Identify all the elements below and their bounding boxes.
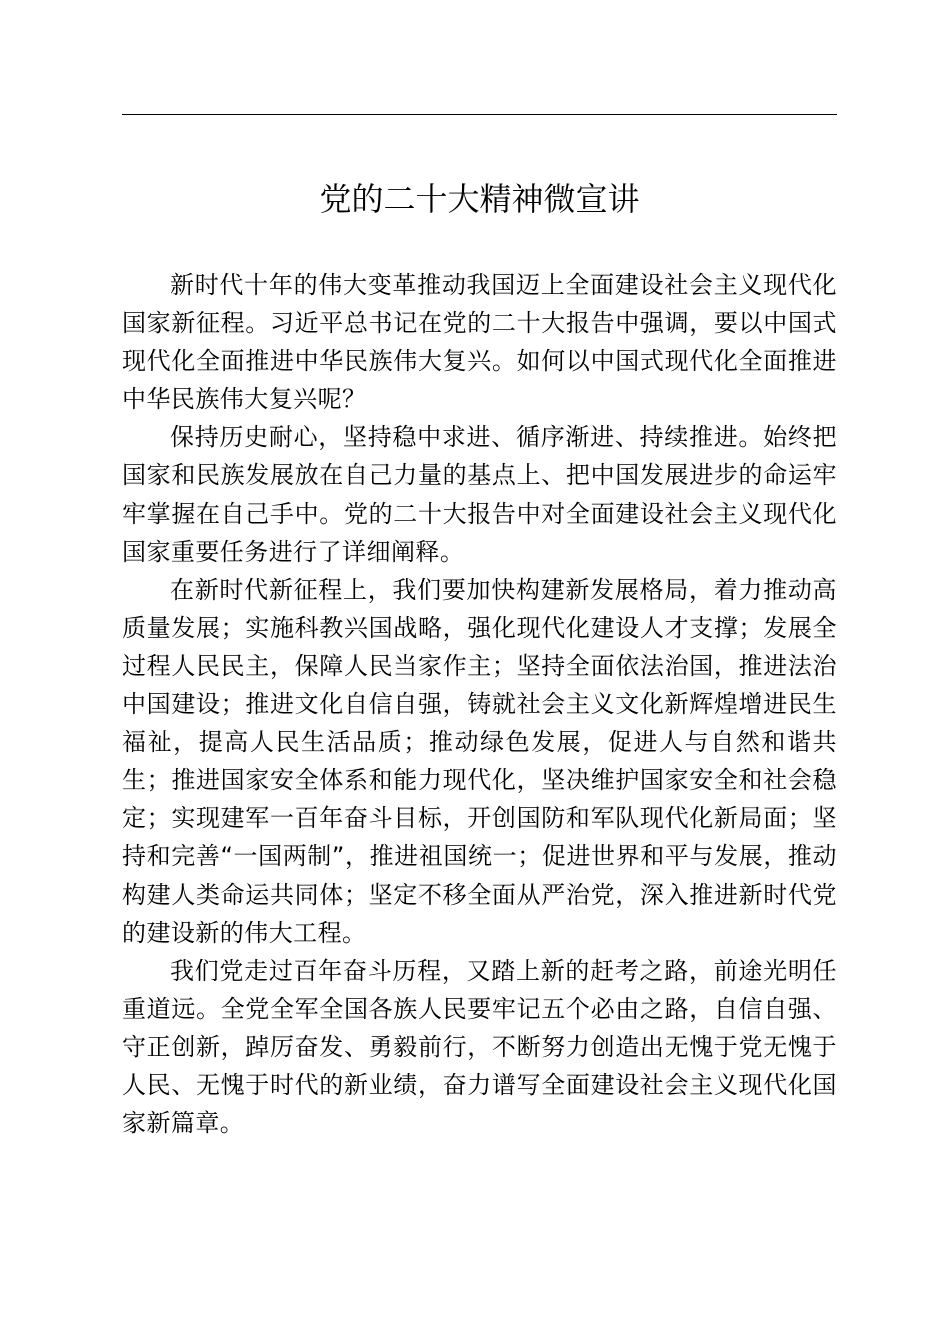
- paragraph-2: 保持历史耐心，坚持稳中求进、循序渐进、持续推进。始终把国家和民族发展放在自己力量的基点上、把中国发展进步的命运牢牢掌握在自己手中。党的二十大报告中对全面建设社会主义现代化国家重要任务进行了详细阐释。: [122, 423, 837, 566]
- document-title: 党的二十大精神微宣讲: [319, 180, 640, 218]
- paragraph-4: 我们党走过百年奋斗历程，又踏上新的赶考之路，前途光明任重道远。全党全军全国各族人民要牢记五个必由之路，自信自强、守正创新，踔厉奋发、勇毅前行，不断努力创造出无愧于党无愧于人民、无愧于时代的新业绩，奋力谱写全面建设社会主义现代化国家新篇章。: [122, 956, 837, 1138]
- paragraph-1: 新时代十年的伟大变革推动我国迈上全面建设社会主义现代化国家新征程。习近平总书记在党的二十大报告中强调，要以中国式现代化全面推进中华民族伟大复兴。如何以中国式现代化全面推进中华民族伟大复兴呢？: [122, 271, 837, 414]
- header-rule: [122, 114, 837, 115]
- document-body: [122, 266, 837, 1142]
- paragraph-3: 在新时代新征程上，我们要加快构建新发展格局，着力推动高质量发展；实施科教兴国战略，强化现代化建设人才支撑；发展全过程人民民主，保障人民当家作主；坚持全面依法治国，推进法治中国建设；推进文化自信自强，铸就社会主义文化新辉煌增进民生福祉，提高人民生活品质；推动绿色发展，促进人与自然和谐共生；推进国家安全体系和能力现代化，坚决维护国家安全和社会稳定；实现建军一百年奋斗目标，开创国防和军队现代化新局面；坚持和完善“一国两制”，推进祖国统一；促进世界和平与发展，推动构建人类命运共同体；坚定不移全面从严治党，深入推进新时代党的建设新的伟大工程。: [122, 575, 837, 947]
